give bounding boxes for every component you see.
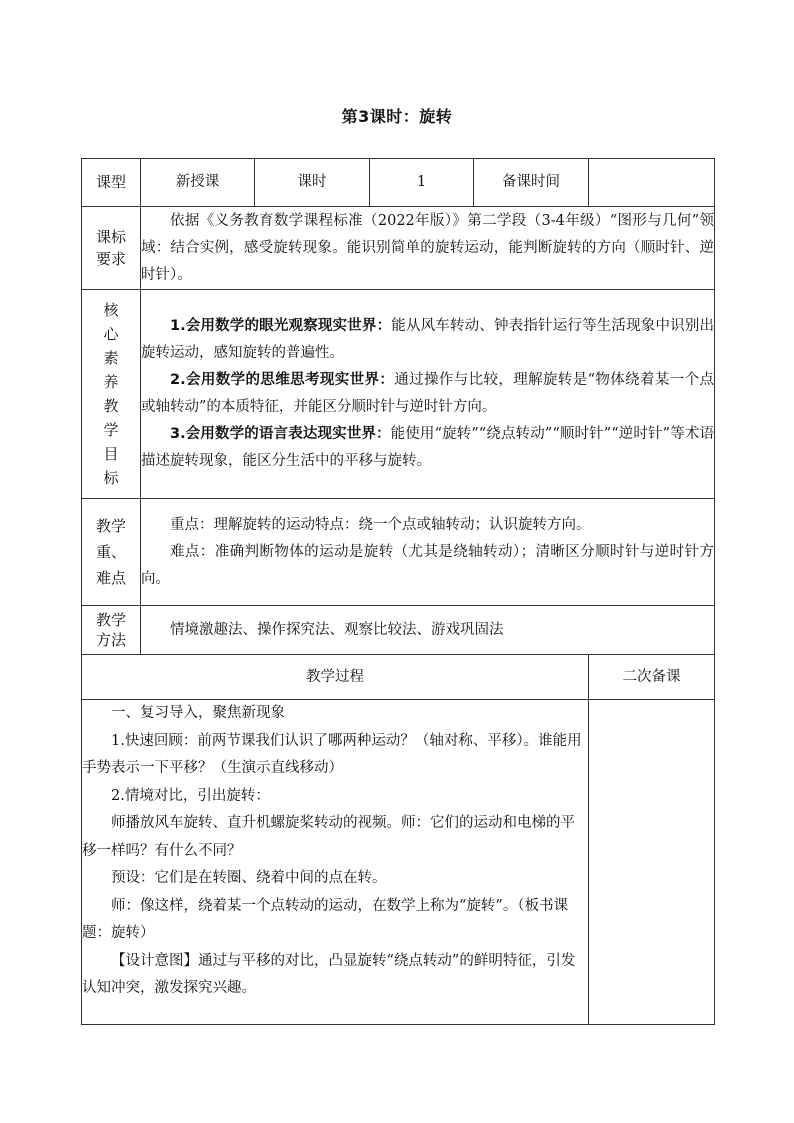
goal-body: 能从风车转动、钟表指针运行等生活现象中识别出旋转运动，感知旋转的普遍性。: [141, 318, 714, 361]
prep-time-label: 备课时间: [474, 159, 589, 207]
key-points-label: 教学重、难点: [95, 517, 126, 587]
process-row: [82, 700, 715, 1025]
prep-time-value: [589, 159, 715, 207]
course-type-value: 新授课: [141, 159, 255, 207]
goals-label: 核心素养教学目标: [103, 301, 119, 487]
goal-heading: 3.会用数学的语言表达现实世界：: [170, 426, 391, 442]
goal-heading: 1.会用数学的眼光观察现实世界：: [170, 318, 392, 334]
goal-body: 能使用“旋转”“绕点转动”“顺时针”“逆时针”等术语描述旋转现象，能区分生活中的平移与旋转。: [141, 426, 714, 469]
process-paragraph: 预设：它们是在转圈、绕着中间的点在转。: [111, 870, 387, 886]
course-type-label: 课型: [82, 159, 141, 207]
key-points-row: [82, 499, 715, 606]
standard-text: 依据《义务教育数学课程标准（2022年版）》第二学段（3-4年级）“图形与几何”领域：结合实例，感受旋转现象。能识别简单的旋转运动，能判断旋转的方向（顺时针、逆时针）。: [141, 212, 714, 283]
methods-text: 情境激趣法、操作探究法、观察比较法、游戏巩固法: [170, 621, 504, 638]
goals-label-cell: [82, 290, 141, 499]
info-row: [82, 159, 715, 207]
standard-label-cell: [82, 207, 141, 290]
goal-item: [141, 367, 714, 421]
class-hours-label: 课时: [255, 159, 370, 207]
process-paragraph: 师：像这样，绕着某一个点转动的运动，在数学上称为“旋转”。（板书课题：旋转）: [82, 897, 569, 941]
difficult-point-text: 难点：准确判断物体的运动是旋转（尤其是绕轴转动）；清晰区分顺时针与逆时针方向。: [141, 543, 714, 587]
process-header: 教学过程: [82, 655, 589, 700]
standard-content: [141, 207, 715, 290]
methods-label: 教学方法: [95, 611, 126, 649]
process-paragraph: 2.情境对比，引出旋转：: [111, 787, 270, 804]
methods-content: [141, 606, 715, 655]
revision-cell: [589, 700, 715, 1025]
key-point-text: 重点：理解旋转的运动特点：绕一个点或轴转动；认识旋转方向。: [170, 516, 591, 533]
key-points-content: [141, 499, 715, 606]
process-paragraph: 师播放风车旋转、直升机螺旋桨转动的视频。师：它们的运动和电梯的平移一样吗？有什么不同？: [82, 815, 575, 859]
goal-item: [141, 421, 714, 475]
process-paragraph: 一、复习导入，聚焦新现象: [111, 705, 285, 721]
process-header-row: [82, 655, 715, 700]
standard-row: [82, 207, 715, 290]
methods-label-cell: [82, 606, 141, 655]
goals-content: [141, 290, 715, 499]
process-content: [82, 700, 589, 1025]
standard-label: 课标要求: [95, 228, 126, 268]
revision-header: 二次备课: [589, 655, 715, 700]
key-points-label-cell: [82, 499, 141, 606]
page-title: 第3课时：旋转: [341, 107, 453, 126]
lesson-plan-table: [81, 158, 715, 1025]
goals-row: [82, 290, 715, 499]
class-hours-value: 1: [370, 159, 474, 207]
process-paragraph: 【设计意图】通过与平移的对比，凸显旋转“绕点转动”的鲜明特征，引发认知冲突，激发探究兴趣。: [82, 952, 576, 996]
goal-item: [141, 313, 714, 367]
process-paragraph: 1.快速回顾：前两节课我们认识了哪两种运动？（轴对称、平移）。谁能用手势表示一下平移？（生演示直线移动）: [82, 732, 582, 776]
goal-heading: 2.会用数学的思维思考现实世界：: [170, 372, 395, 388]
methods-row: [82, 606, 715, 655]
goal-body: 通过操作与比较，理解旋转是“物体绕着某一个点或轴转动”的本质特征，并能区分顺时针与逆时针方向。: [141, 372, 714, 415]
